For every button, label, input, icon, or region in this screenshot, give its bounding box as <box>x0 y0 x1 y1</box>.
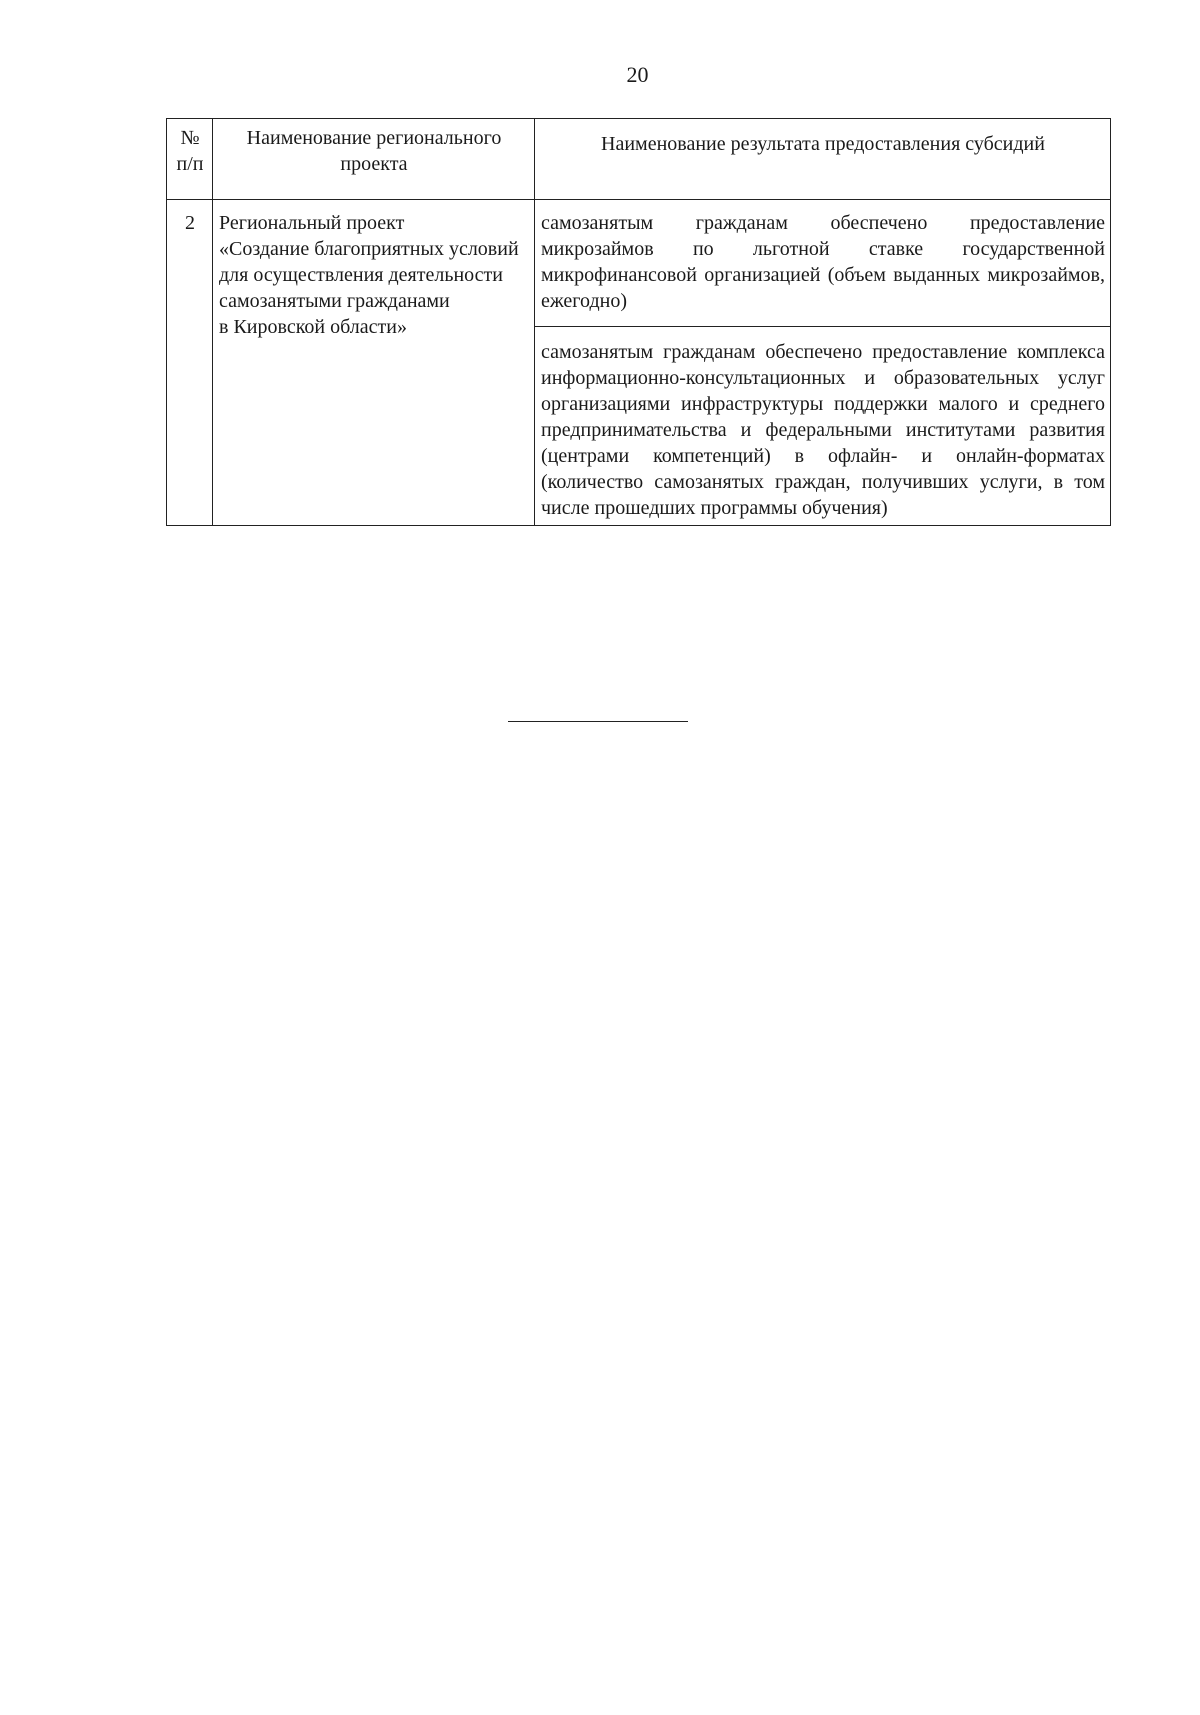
results-table <box>166 118 1111 526</box>
table-row <box>167 200 1111 327</box>
row-number: 2 <box>167 200 213 526</box>
result-text: самозанятым гражданам обеспечено предоставление микрозаймов по льготной ставке государственной микрофинансовой организацией (объем выданных микрозаймов, ежегодно) <box>535 200 1111 327</box>
result-text: самозанятым гражданам обеспечено предоставление комплекса информационно-консультационных и образовательных услуг организациями инфраструктуры поддержки малого и среднего предпринимательства и федеральными институтами развития (центрами компетенций) в офлайн- и онлайн-форматах (количество самозанятых граждан, получивших услуги, в том числе прошедших программы обучения) <box>535 327 1111 526</box>
header-num: № п/п <box>167 119 213 200</box>
header-result: Наименование результата предоставления субсидий <box>535 119 1111 200</box>
project-name: Региональный проект «Создание благоприятных условий для осуществления деятельности самозанятыми гражданами в Кировской области» <box>213 200 535 526</box>
end-separator-line <box>508 721 688 722</box>
header-project: Наименование регионального проекта <box>213 119 535 200</box>
page-number: 20 <box>626 62 649 87</box>
table-header-row <box>167 119 1111 200</box>
